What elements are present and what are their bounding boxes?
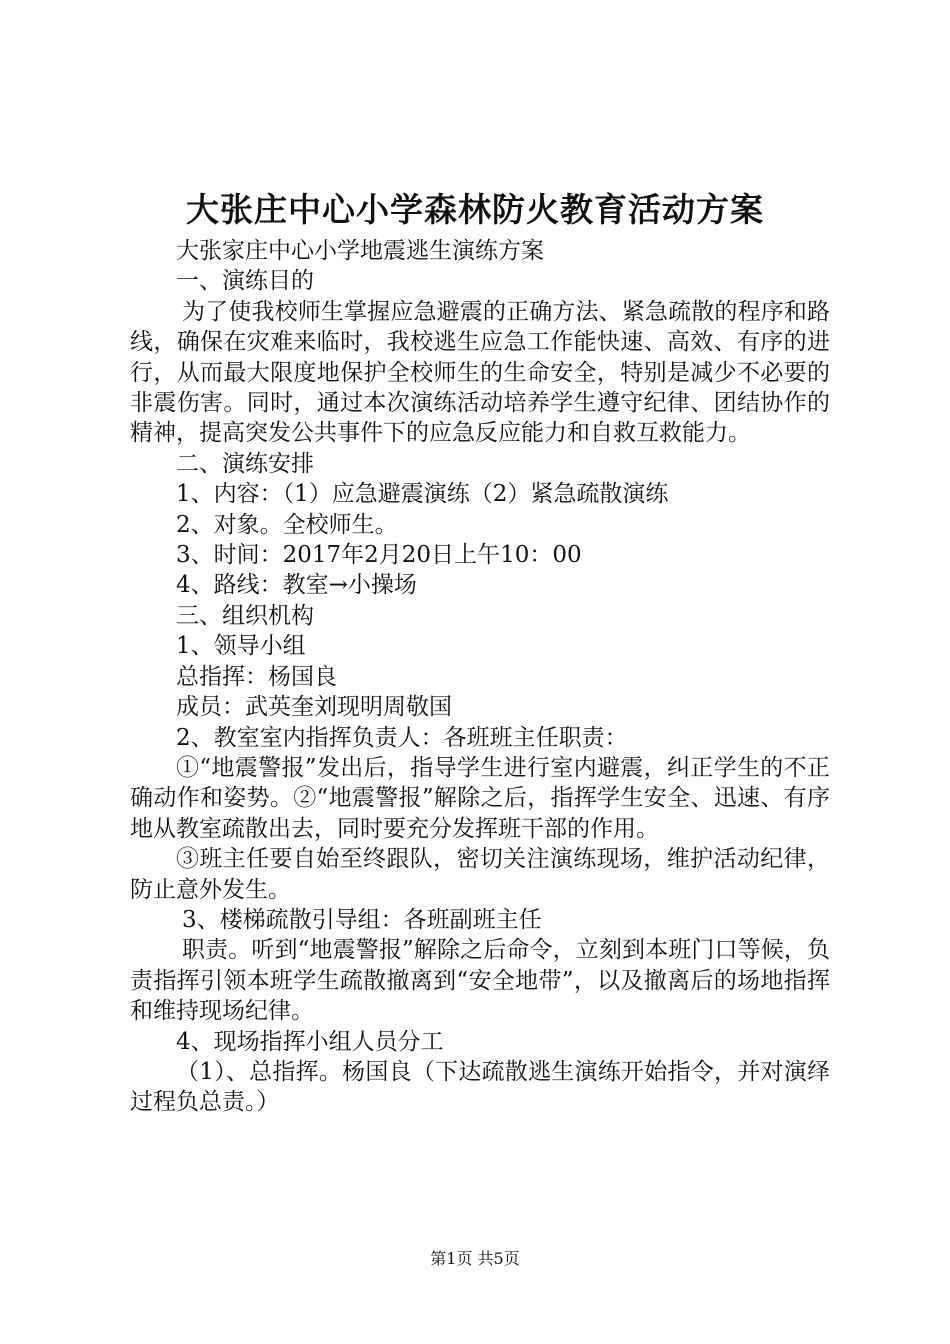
paragraph: ①“地震警报”发出后，指导学生进行室内避震，纠正学生的不正确动作和姿势。②“地震警报”解除之后，指挥学生安全、迅速、有序地从教室疏散出去，同时要充分发挥班干部的作用。 bbox=[130, 754, 830, 842]
paragraph: 总指挥：杨国良 bbox=[176, 663, 337, 690]
paragraph: 成员：武英奎刘现明周敬国 bbox=[176, 694, 452, 721]
paragraph: 二、演练安排 bbox=[176, 450, 314, 477]
page-footer: 第1页 共5页 bbox=[430, 1249, 520, 1268]
paragraph: 大张家庄中心小学地震逃生演练方案 bbox=[176, 238, 544, 264]
paragraph: 2、对象。全校师生。 bbox=[176, 511, 398, 538]
paragraph: 3、时间：2017年2月20日上午10：00 bbox=[176, 542, 582, 569]
paragraph: 3、楼梯疏散引导组：各班副班主任 bbox=[182, 906, 542, 933]
paragraph: ③班主任要自始至终跟队，密切关注演练现场，维护活动纪律，防止意外发生。 bbox=[130, 846, 830, 903]
paragraph: 1、内容：（1）应急避震演练（2）紧急疏散演练 bbox=[176, 481, 669, 508]
paragraph: 一、演练目的 bbox=[176, 268, 314, 295]
paragraph: 三、组织机构 bbox=[176, 602, 314, 629]
paragraph: 职责。听到“地震警报”解除之后命令，立刻到本班门口等候，负责指挥引领本班学生疏散撤离到“安全地带”，以及撤离后的场地指挥和维持现场纪律。 bbox=[130, 937, 830, 1025]
document-body bbox=[130, 236, 830, 1118]
paragraph: 1、领导小组 bbox=[176, 633, 306, 660]
page-title: 大张庄中心小学森林防火教育活动方案 bbox=[186, 190, 764, 229]
paragraph: 为了使我校师生掌握应急避震的正确方法、紧急疏散的程序和路线，确保在灾难来临时，我校逃生应急工作能快速、高效、有序的进行，从而最大限度地保护全校师生的生命安全，特别是减少不必要的非震伤害。同时，通过本次演练活动培养学生遵守纪律、团结协作的精神，提高突发公共事件下的应急反应能力和自救互救能力。 bbox=[130, 298, 830, 447]
paragraph: 4、路线：教室→小操场 bbox=[176, 572, 417, 599]
paragraph: 4、现场指挥小组人员分工 bbox=[176, 1028, 444, 1055]
paragraph: 2、教室室内指挥负责人：各班班主任职责： bbox=[176, 724, 628, 751]
paragraph: （1）、总指挥。杨国良（下达疏散逃生演练开始指令，并对演绎过程负总责。） bbox=[130, 1058, 830, 1116]
